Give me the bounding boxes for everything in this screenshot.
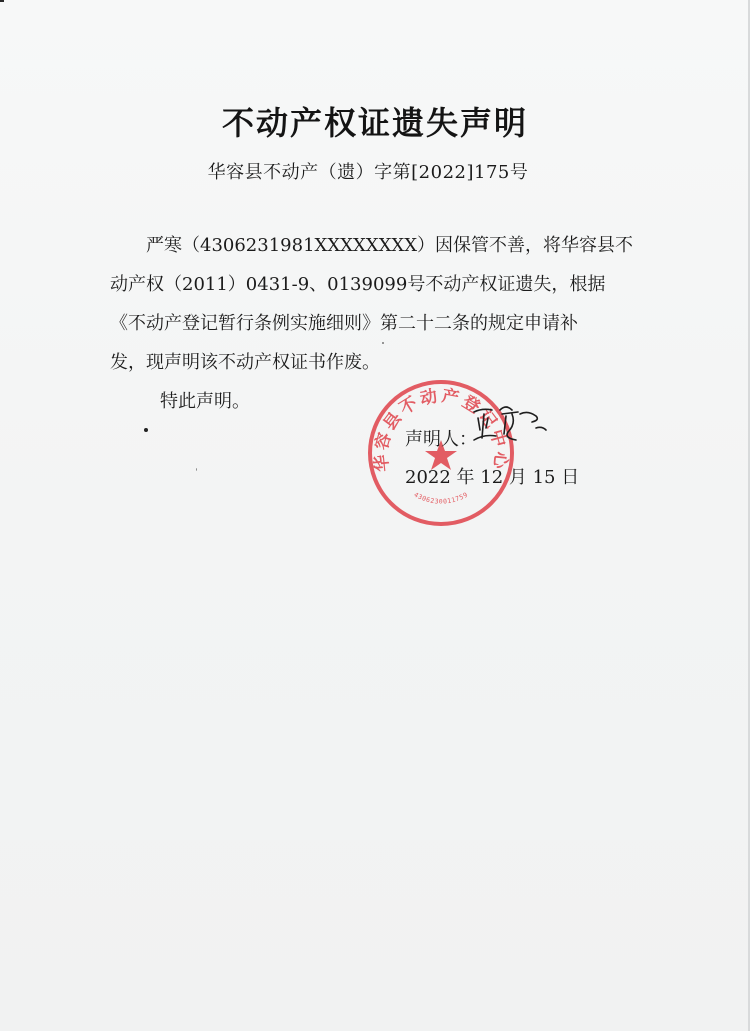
body-line: 《不动产登记暂行条例实施细则》第二十二条的规定申请补 [110, 313, 578, 334]
scan-speck [382, 342, 384, 344]
scan-corner-mark [0, 0, 4, 2]
document-number: 华容县不动产（遗）字第[2022]175号 [207, 162, 529, 183]
svg-text:4306230011759 [413, 491, 470, 506]
seal-serial: 4306230011759 [412, 490, 470, 506]
body-line: 发，现声明该不动产权证书作废。 [110, 352, 380, 373]
seal-text: 华容县不动产登记中心 [371, 385, 511, 473]
handwritten-signature [470, 398, 550, 448]
declarant-label: 声明人： [405, 429, 477, 450]
declaration-body [110, 226, 634, 382]
closing-statement: 特此声明。 [160, 391, 250, 412]
signing-date: 2022 年 12 月 15 日 [405, 467, 580, 488]
body-line: 严寒（4306231981XXXXXXXX）因保管不善，将华容县不 [146, 235, 634, 256]
body-line: 动产权（2011）0431-9、0139099号不动产权证遗失，根据 [110, 274, 606, 295]
scan-speck [196, 468, 197, 471]
document-title: 不动产权证遗失声明 [221, 104, 528, 142]
scan-speck [144, 428, 148, 432]
